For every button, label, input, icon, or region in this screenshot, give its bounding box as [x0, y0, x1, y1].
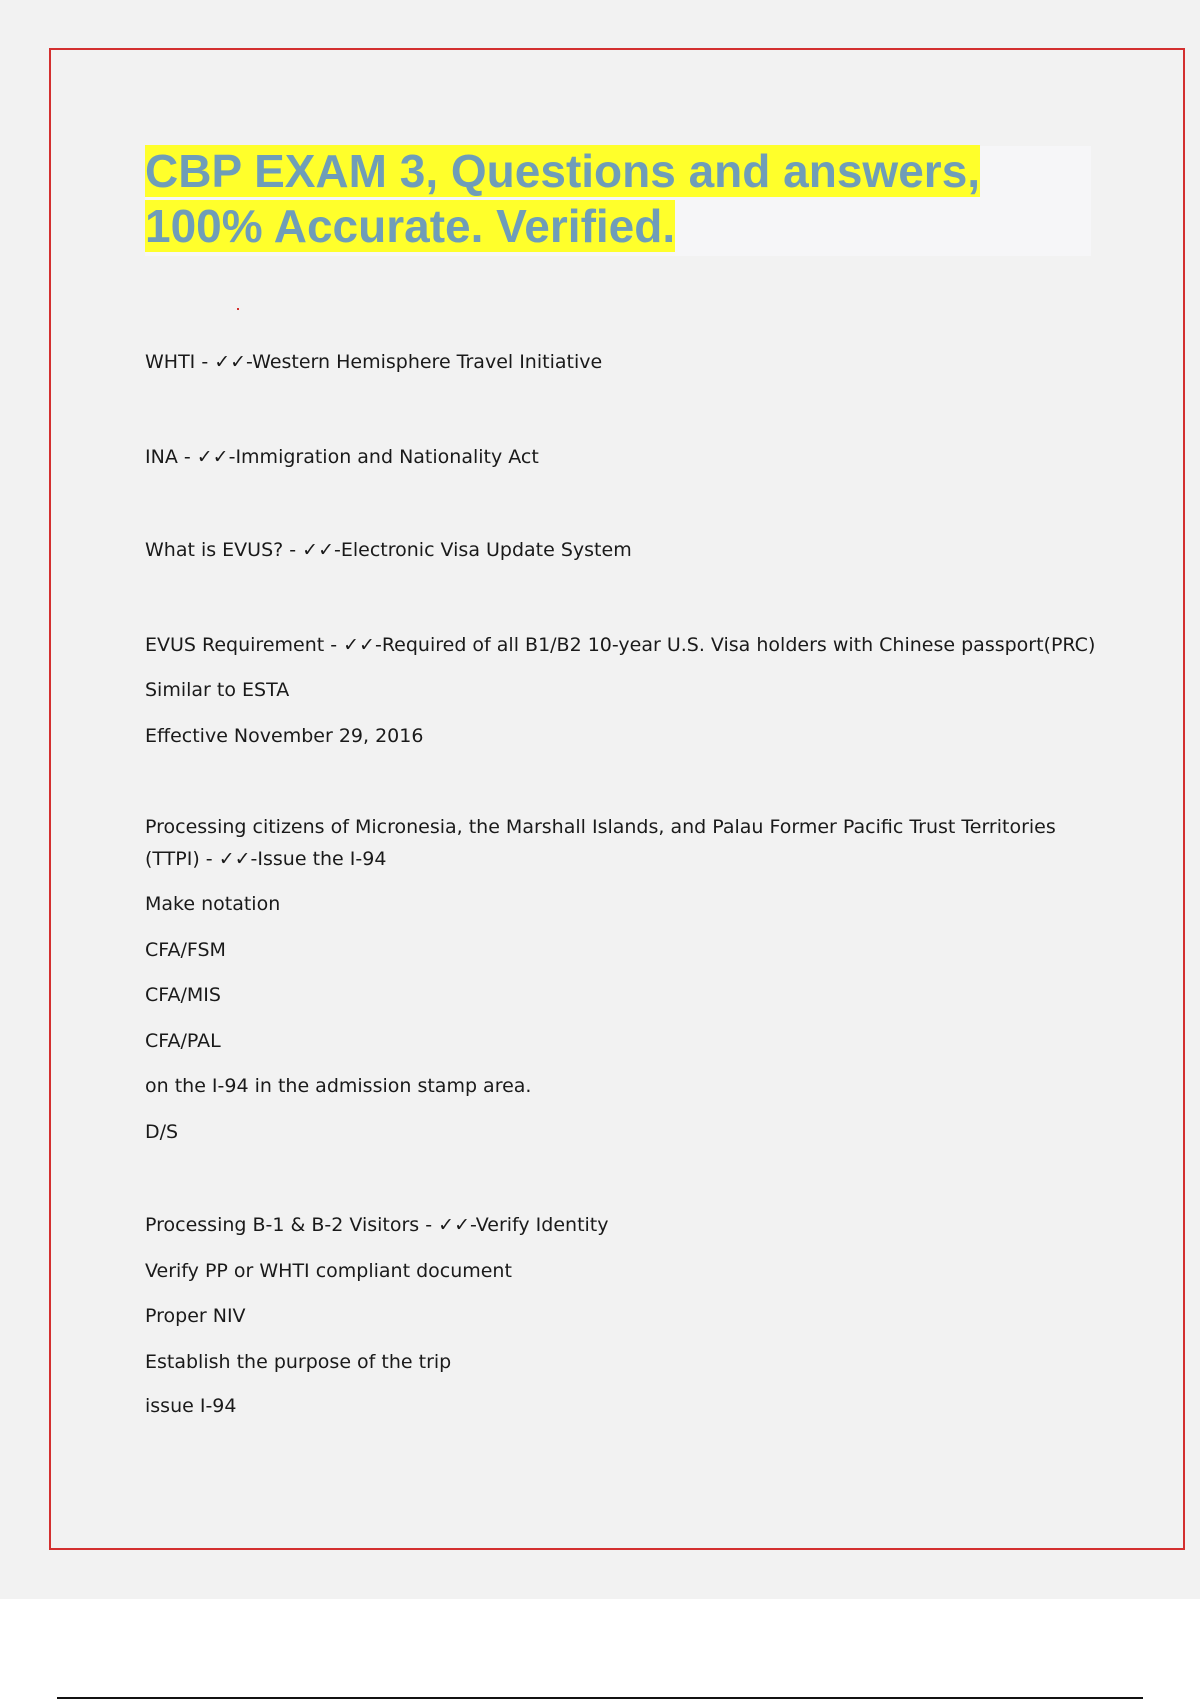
answer-line: CFA/MIS	[145, 984, 221, 1006]
answer-line: CFA/FSM	[145, 939, 226, 961]
title-highlight: CBP EXAM 3, Questions and answers, 100% Accurate. Verified.	[145, 145, 981, 252]
qa-entry-evus-requirement: EVUS Requirement - ✓✓-Required of all B1/B2 10-year U.S. Visa holders with Chinese passport(PRC)	[145, 634, 1096, 656]
qa-entry-b1-b2: Processing B-1 & B-2 Visitors - ✓✓-Verify Identity	[145, 1214, 609, 1236]
qa-entry-ina: INA - ✓✓-Immigration and Nationality Act	[145, 446, 539, 468]
footer-divider	[57, 1697, 1143, 1699]
answer-line: CFA/PAL	[145, 1030, 221, 1052]
answer-line: issue I-94	[145, 1395, 237, 1417]
qa-entry-whti: WHTI - ✓✓-Western Hemisphere Travel Initiative	[145, 351, 603, 373]
qa-entry-ttpi: Processing citizens of Micronesia, the Marshall Islands, and Palau Former Pacific Trust Territories (TTPI) - ✓✓-Issue the I-94	[145, 816, 1056, 870]
answer-line: Establish the purpose of the trip	[145, 1351, 452, 1373]
document-title	[145, 144, 1095, 254]
answer-line: Verify PP or WHTI compliant document	[145, 1260, 512, 1282]
answer-line: D/S	[145, 1121, 179, 1143]
answer-line: Similar to ESTA	[145, 679, 290, 701]
answer-line: Proper NIV	[145, 1305, 246, 1327]
answer-line: Effective November 29, 2016	[145, 725, 424, 747]
qa-entry-evus: What is EVUS? - ✓✓-Electronic Visa Update System	[145, 539, 632, 561]
answer-line: on the I-94 in the admission stamp area.	[145, 1075, 532, 1097]
decorative-dot	[237, 308, 239, 310]
answer-line: Make notation	[145, 893, 281, 915]
